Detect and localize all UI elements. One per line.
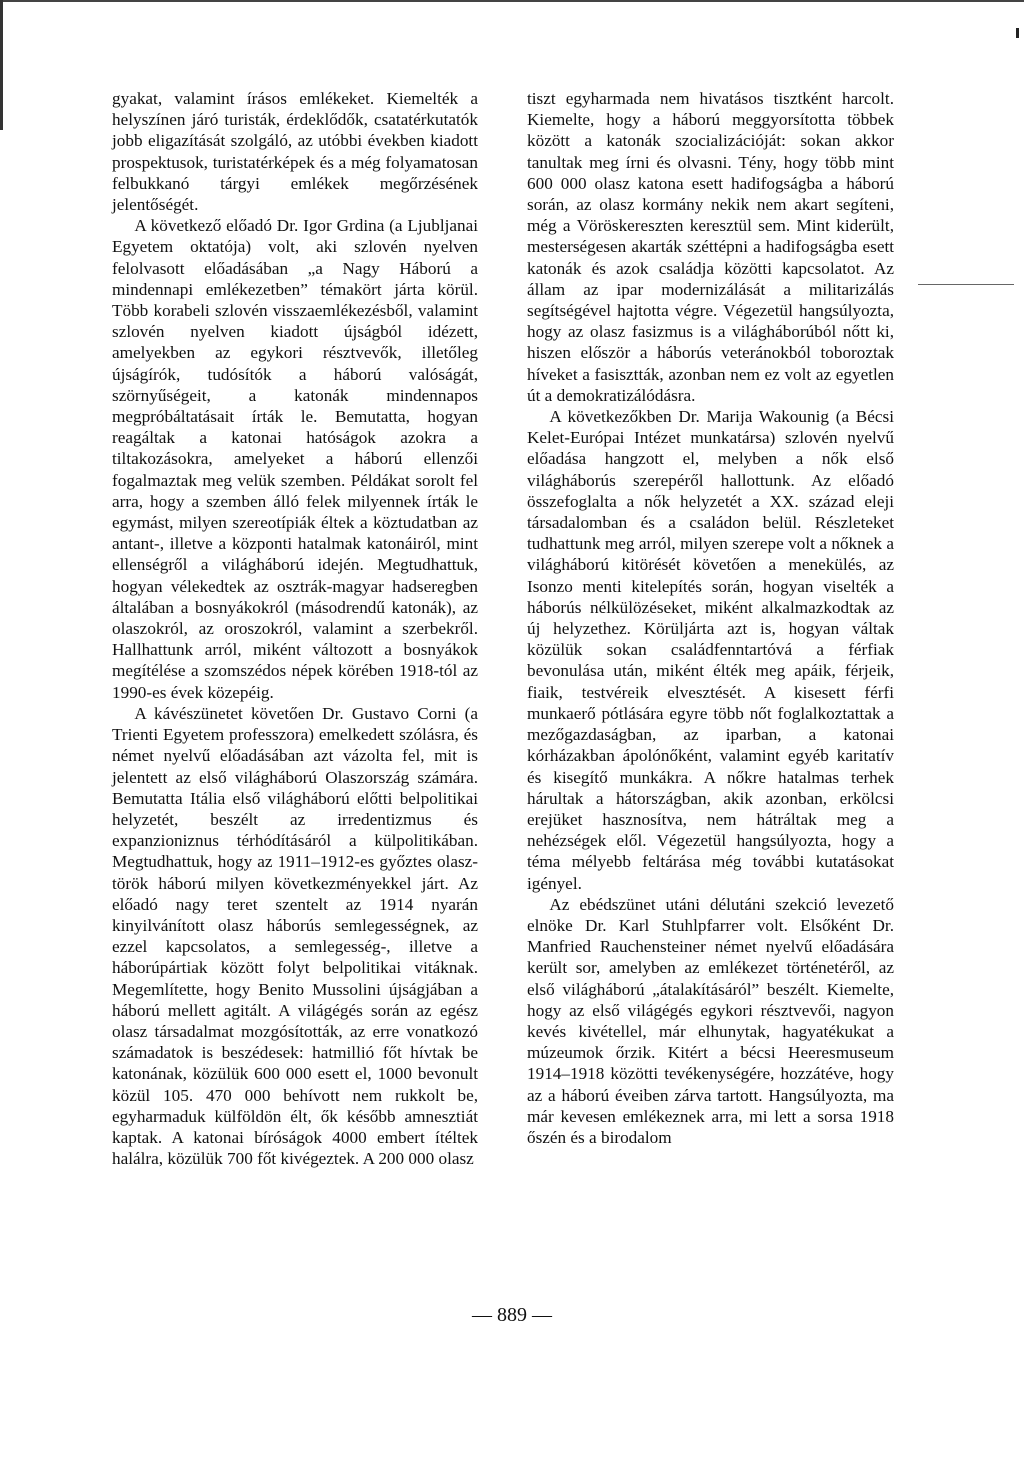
paragraph: tiszt egyharmada nem hivatásos tisztként harcolt. Kiemelte, hogy a háború meggyorsította többek között a katonák szocializációját: sokan akkor tanultak meg írni és olvasni. Tény, hogy több mint 600 000 olasz katona esett hadifogságba a háború során, az olasz kormány nekik nem akart segíteni, még a Vöröskereszten keresztül sem. Mint kiderült, mesterségesen akarták széttépni a hadifogságba esett katonák és azok családja közötti kapcsolatot. Az állam az ipar modernizálását a militarizálás segítségével hajtotta végre. Végezetül hangsúlyozta, hogy az olasz fasizmus is a világháborúból nőtt ki, hiszen először a háborús veteránokból toboroztak híveket a fasisztták, azonban nem ez volt az egyetlen út a demokratizálódásra. bbox=[527, 89, 894, 405]
margin-rule bbox=[918, 284, 1014, 285]
scan-mark bbox=[1016, 28, 1019, 38]
paragraph: Az ebédszünet utáni délutáni szekció levezető elnöke Dr. Karl Stuhlpfarrer volt. Elsőként Dr. Manfried Rauchensteiner német nyelvű előadására került sor, amelyben az emlékezet történetéről, az első világháború „átalakításáról” beszélt. Kiemelte, hogy az első világégés egykori résztvevői, nagyon kevés kivétellel, már elhunytak, hagyatékukat a múzeumok őrzik. Kitért a bécsi Heeresmuseum 1914–1918 közötti tevékenységére, hozzátéve, hogy az a háború éveiben zárva tartott. Hangsúlyozta, ma már kevesen emlékeznek arra, mi lett a sorsa 1918 őszén és a birodalom bbox=[527, 894, 894, 1147]
page-number: — 889 — bbox=[472, 1304, 552, 1326]
left-column bbox=[112, 88, 478, 1169]
scan-edge-top bbox=[0, 0, 1024, 6]
paragraph: A következő előadó Dr. Igor Grdina (a Ljubljanai Egyetem oktatója) volt, aki szlovén nyelven felolvasott előadásában „a Nagy Háború a mindennapi emlékezetben” témakört járta körül. Több korabeli szlovén visszaemlékezésből, valamint szlovén nyelven kiadott újságból idézett, amelyekben az egykori résztvevők, illetőleg újságírók, tudósítók a háború valóságát, szörnyűségeit, a katonák mindennapos megpróbáltatásait írták le. Bemutatta, hogyan reagáltak a katonai hatóságok azokra a tiltakozásokra, amelyeket a háború ellenzői fogalmaztak meg velük szemben. Példákat sorolt fel arra, hogy a szemben álló felek milyennek írták le egymást, milyen szereotípiák éltek a köztudatban az antant-, illetve a központi hatalmak katonáiról, mint ellenségről a világháború idején. Megtudhattuk, hogyan vélekedtek az osztrák-magyar hadseregben általában a bosnyákokról (másodrendű katonák), az olaszokról, az oroszokról, valamint a szerbekről. Hallhattunk arról, miként változott a bosnyákok megítélése a szomszédos népek körében 1918-tól az 1990-es évek közepéig. bbox=[112, 216, 478, 702]
scan-edge-left bbox=[0, 0, 3, 130]
paragraph: gyakat, valamint írásos emlékeket. Kiemelték a helyszínen járó turisták, érdeklődők, csatatérkutatók jobb eligazítását szolgáló, az utóbbi években kiadott prospektusok, turistatérképek és a még folyamatosan felbukkanó tárgyi emlékek megőrzésének jelentőségét. bbox=[112, 89, 478, 215]
right-column bbox=[527, 88, 894, 1148]
paragraph: A következőkben Dr. Marija Wakounig (a Bécsi Kelet-Európai Intézet munkatársa) szlovén nyelvű előadása hangzott el, melyben a nők első világháborús szerepéről hallottunk. Az előadó összefoglalta a nők helyzetét a XX. század eleji társadalomban és a családon belül. Részleteket tudhattunk meg arról, milyen szerepe volt a nőknek a világháború kitörését követően a menekülés, az Isonzo menti kitelepítés során, hogyan viselték a háborús nélkülözéseket, miként alkalmazkodtak az új helyzethez. Körüljárta azt is, hogyan váltak közülük sokan családfenntartóvá a férfiak bevonulása után, miként élték meg apáik, férjeik, fiaik, testvéreik elvesztését. A kisesett férfi munkaerő pótlására egyre több nőt foglalkoztattak a mezőgazdaságban, az iparban, a katonai kórházakban ápolónőként, valamint egyéb karitatív és kisegítő munkákra. A nőkre hatalmas terhek hárultak a hátországban, akik azonban, erkölcsi erejüket hasznosítva, nem hátráltak meg a nehézségek elől. Végezetül hangsúlyozta, hogy a téma mélyebb feltárása még további kutatásokat igényel. bbox=[527, 407, 894, 893]
paragraph: A kávészünetet követően Dr. Gustavo Corni (a Trienti Egyetem professzora) emelkedett szólásra, és német nyelvű előadásában azt vázolta fel, mit is jelentett az első világháború Olaszország számára. Bemutatta Itália első világháború előtti belpolitikai helyzetét, beszélt az irredentizmus és expanzioniznus térhódításáról a külpolitikában. Megtudhattuk, hogy az 1911–1912-es győztes olasz-török háború milyen következményekkel járt. Az előadó nagy teret szentelt az 1914 nyarán kinyilvánított olasz háborús semlegességnek, az ezzel kapcsolatos, a semlegesség-, illetve a háborúpártiak között folyt belpolitikai vitáknak. Megemlítette, hogy Benito Mussolini újságjában a háború mellett agitált. A világégés során az egész olasz társadalmat mozgósították, az erre vonatkozó számadatok is beszédesek: hatmillió főt hívtak be katonának, közülük 600 000 esett el, 1000 bevonult közül 105. 470 000 behívott nem rukkolt be, egyharmaduk külföldön élt, ők később amnesztiát kaptak. A katonai bíróságok 4000 embert ítéltek halálra, közülük 700 főt kivégeztek. A 200 000 olasz bbox=[112, 703, 478, 1169]
